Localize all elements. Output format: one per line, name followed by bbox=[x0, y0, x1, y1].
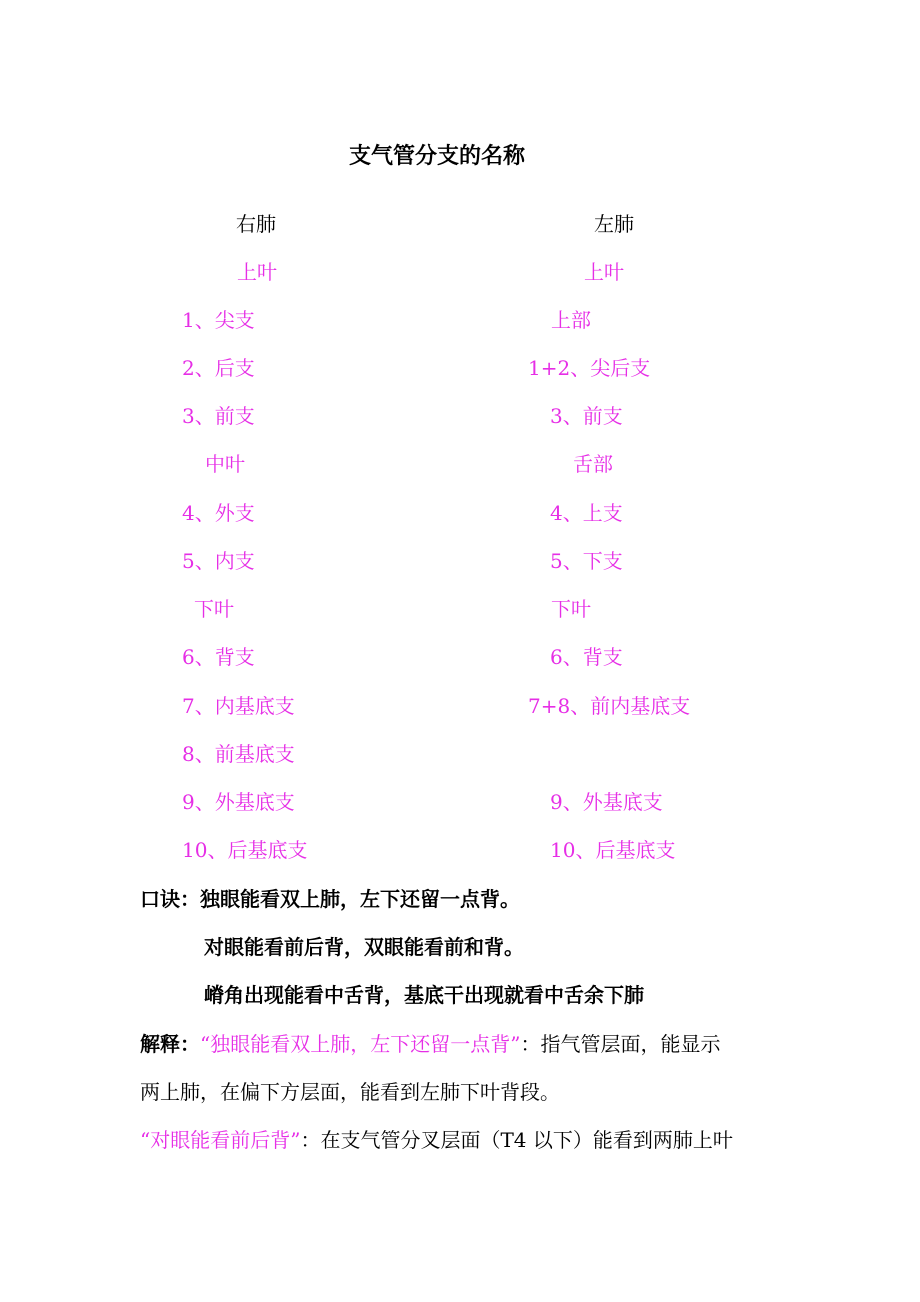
explanation-quote-2: “对眼能看前后背” bbox=[140, 1128, 301, 1152]
mnemonic-text-1: 独眼能看双上肺，左下还留一点背。 bbox=[200, 887, 520, 911]
left-anterior-branch: 3、前支 bbox=[550, 404, 623, 428]
left-lower-lobe: 下叶 bbox=[551, 597, 591, 621]
right-superior-branch: 6、背支 bbox=[182, 645, 255, 669]
left-inferior-lingular-branch: 5、下支 bbox=[550, 549, 623, 573]
left-lingula: 舌部 bbox=[573, 452, 613, 476]
left-superior-lingular-branch: 4、上支 bbox=[550, 501, 623, 525]
right-posterior-branch: 2、后支 bbox=[182, 356, 255, 380]
explanation-text-2: ：在支气管分叉层面（T4 以下）能看到两肺上叶 bbox=[300, 1128, 733, 1152]
right-middle-lobe: 中叶 bbox=[205, 452, 245, 476]
right-anterior-basal-branch: 8、前基底支 bbox=[182, 742, 295, 766]
explanation-quote-1: “独眼能看双上肺，左下还留一点背” bbox=[200, 1032, 521, 1056]
left-lung-header: 左肺 bbox=[594, 212, 634, 236]
right-lateral-branch: 4、外支 bbox=[182, 501, 255, 525]
left-lateral-basal-branch: 9、外基底支 bbox=[550, 790, 663, 814]
left-anteromedial-basal-branch: 7+8、前内基底支 bbox=[528, 694, 691, 718]
right-medial-basal-branch: 7、内基底支 bbox=[182, 694, 295, 718]
mnemonic-label: 口诀： bbox=[140, 887, 200, 911]
right-posterior-basal-branch: 10、后基底支 bbox=[182, 838, 308, 862]
right-lung-header: 右肺 bbox=[236, 212, 276, 236]
left-upper-lobe: 上叶 bbox=[584, 260, 624, 284]
right-apical-branch: 1、尖支 bbox=[182, 308, 255, 332]
right-upper-lobe: 上叶 bbox=[237, 260, 277, 284]
left-posterior-basal-branch: 10、后基底支 bbox=[550, 838, 676, 862]
right-anterior-branch: 3、前支 bbox=[182, 404, 255, 428]
explanation-text-1a: ：指气管层面，能显示 bbox=[520, 1032, 721, 1056]
mnemonic-line-1 bbox=[140, 887, 520, 911]
explanation-line-1 bbox=[140, 1032, 720, 1056]
mnemonic-line-2: 对眼能看前后背，双眼能看前和背。 bbox=[204, 935, 524, 959]
left-apicoposterior-branch: 1+2、尖后支 bbox=[528, 356, 651, 380]
document-title: 支气管分支的名称 bbox=[349, 143, 526, 169]
explanation-label: 解释： bbox=[140, 1032, 200, 1056]
mnemonic-line-3: 嵴角出现能看中舌背，基底干出现就看中舌余下肺 bbox=[204, 983, 644, 1007]
left-upper-division: 上部 bbox=[551, 308, 591, 332]
explanation-line-3 bbox=[140, 1128, 733, 1152]
right-medial-branch: 5、内支 bbox=[182, 549, 255, 573]
explanation-line-2: 两上肺，在偏下方层面，能看到左肺下叶背段。 bbox=[140, 1080, 560, 1104]
left-superior-branch: 6、背支 bbox=[550, 645, 623, 669]
right-lower-lobe: 下叶 bbox=[194, 597, 234, 621]
right-lateral-basal-branch: 9、外基底支 bbox=[182, 790, 295, 814]
